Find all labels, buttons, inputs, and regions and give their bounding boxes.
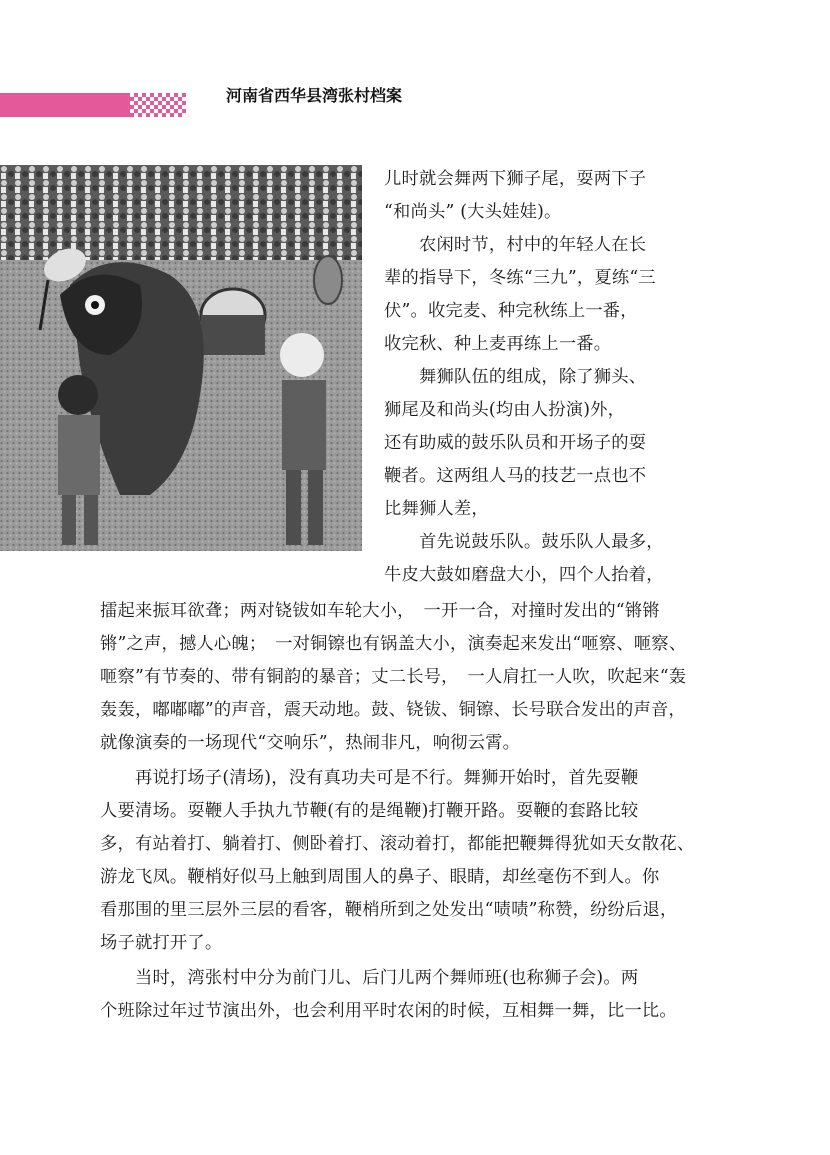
- body-line: 咂察”有节奏的、带有铜韵的暴音；丈二长号， 一人肩扛一人吹，吹起来“轰: [100, 667, 687, 687]
- column-line: 伏”。收完麦、种完秋练上一番，: [384, 301, 638, 321]
- body-line: 当时，湾张村中分为前门儿、后门儿两个舞师班(也称狮子会)。两: [100, 968, 639, 988]
- header-checker-pattern: [130, 93, 186, 117]
- column-line: 狮尾及和尚头(均由人扮演)外，: [384, 400, 626, 420]
- column-line: 农闲时节，村中的年轻人在长: [384, 235, 647, 255]
- column-line: 还有助威的鼓乐队员和开场子的耍: [384, 433, 647, 453]
- body-line: 人要清场。耍鞭人手执九节鞭(有的是绳鞭)打鞭开路。耍鞭的套路比较: [100, 801, 639, 821]
- column-line: 比舞狮人差，: [384, 499, 489, 519]
- body-line: 锵”之声，撼人心魄； 一对铜镲也有锅盖大小，演奏起来发出“咂察、咂察、: [100, 634, 687, 654]
- column-line: 儿时就会舞两下狮子尾，耍两下子: [384, 169, 647, 189]
- body-line: 多，有站着打、躺着打、侧卧着打、滚动着打，都能把鞭舞得犹如天女散花、: [100, 834, 695, 854]
- column-line: 鞭者。这两组人马的技艺一点也不: [384, 466, 647, 486]
- body-line: 再说打场子(清场)，没有真功夫可是不行。舞狮开始时，首先耍鞭: [100, 768, 639, 788]
- body-line: 场子就打开了。: [100, 933, 223, 953]
- header-accent-bar: [0, 93, 130, 117]
- lion-dance-photo: [0, 165, 362, 551]
- body-line: 就像演奏的一场现代“交响乐”，热闹非凡，响彻云霄。: [100, 733, 521, 753]
- body-line: 个班除过年过节演出外，也会利用平时农闲的时候，互相舞一舞，比一比。: [100, 1001, 677, 1021]
- column-line: 辈的指导下，冬练“三九”，夏练“三: [384, 268, 656, 288]
- page-title: 河南省西华县湾张村档案: [226, 86, 403, 105]
- column-line: “和尚头” (大头娃娃)。: [384, 202, 562, 222]
- body-line: 游龙飞凤。鞭梢好似马上触到周围人的鼻子、眼睛，却丝毫伤不到人。你: [100, 867, 660, 887]
- column-line: 收完秋、种上麦再练上一番。: [384, 334, 612, 354]
- lion-dance-illustration: [0, 165, 362, 551]
- body-line: 看那围的里三层外三层的看客，鞭梢所到之处发出“啧啧”称赞，纷纷后退，: [100, 900, 678, 920]
- column-line: 舞狮队伍的组成，除了狮头、: [384, 367, 647, 387]
- body-line: 轰轰，嘟嘟嘟”的声音，震天动地。鼓、铙钹、铜镲、长号联合发出的声音，: [100, 700, 686, 720]
- body-line: 擂起来振耳欲聋；两对铙钹如车轮大小， 一开一合，对撞时发出的“锵锵: [100, 601, 660, 621]
- column-line: 首先说鼓乐队。鼓乐队人最多，: [384, 532, 664, 552]
- column-line: 牛皮大鼓如磨盘大小，四个人抬着，: [384, 565, 664, 585]
